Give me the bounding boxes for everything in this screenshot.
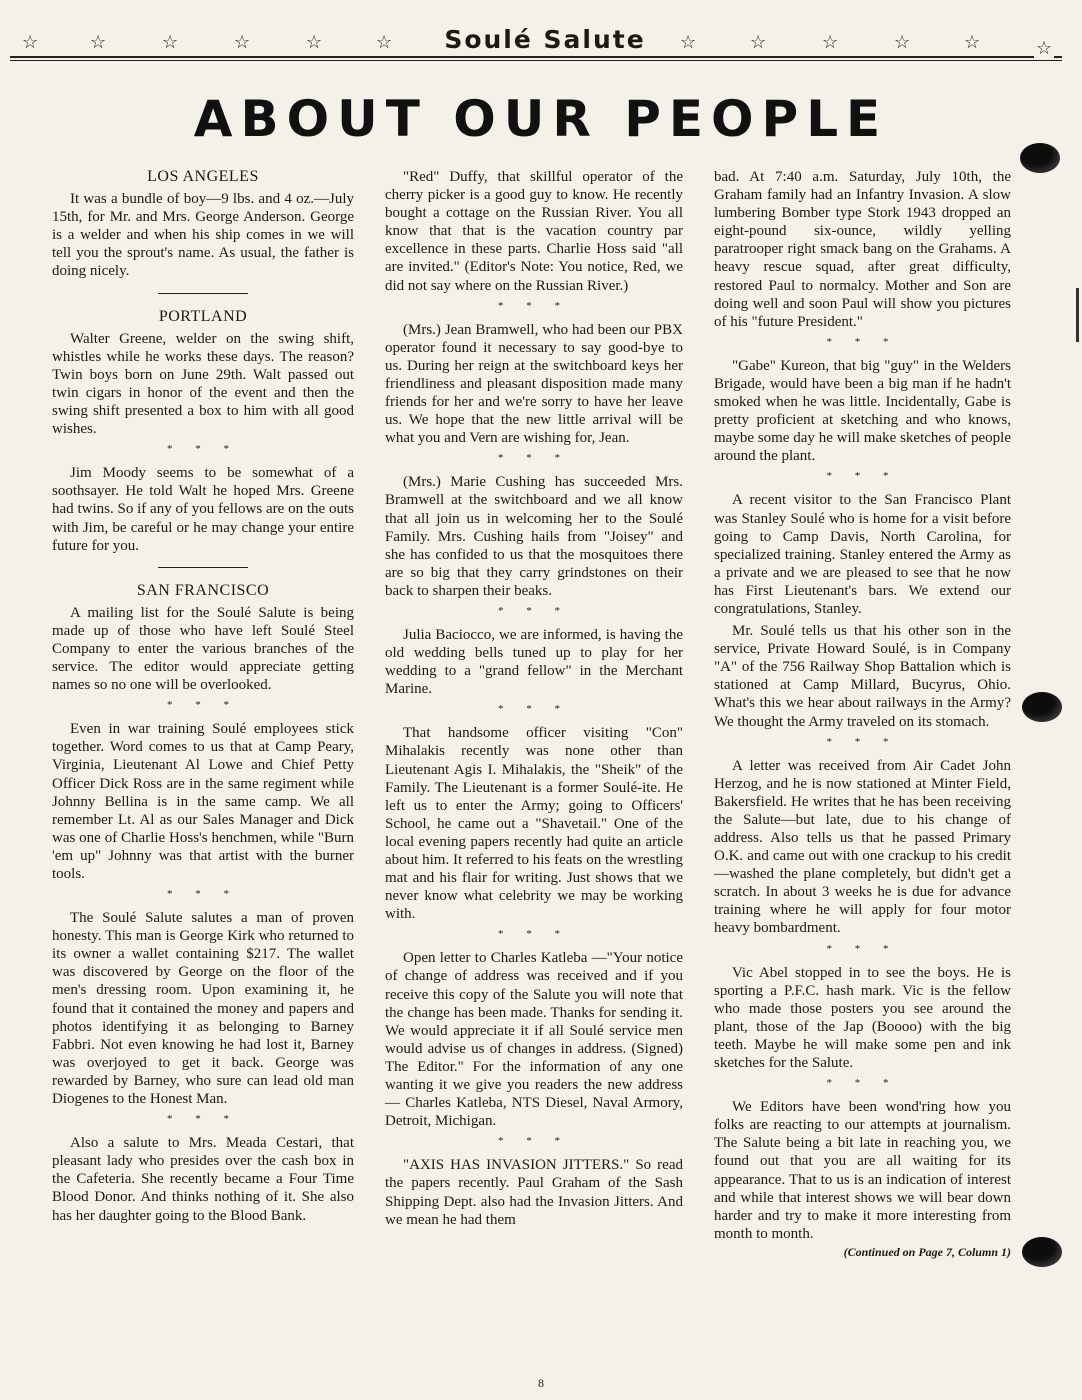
article-paragraph: (Mrs.) Jean Bramwell, who had been our PBX operator found it necessary to say good-bye to us. During her reign at the switchboard keys her friendliness and pleasant disposition made many friends for her and we're sorry to have her leave us. We hope that the new little arrival will be what you and Vern are wishing for, Jean. [385,321,683,447]
star-icon: ☆ [376,32,393,52]
column-2 [385,168,683,1233]
asterisk-divider: * * * [498,1135,570,1148]
star-icon: ☆ [1036,38,1053,58]
article-paragraph: Vic Abel stopped in to see the boys. He is sporting a P.F.C. hash mark. Vic is the fellow who made those posters you see around the plant, those of the Jap (Boooo) with the big teeth. Maybe he will make some pen and ink sketches for the Salute. [714,964,1011,1072]
article-paragraph: We Editors have been wond'ring how you folks are reacting to our attempts at journalism. The Salute being a bit late in reaching you, we found out that you are all waiting for its appearance. That to us is an indication of interest and while that interest shows we will bear down harder and try to make it more interesting from month to month. [714,1099,1011,1242]
article-paragraph: A mailing list for the Soulé Salute is being made up of those who have left Soulé Steel Company to enter the various branches of the service. The editor would appreciate getting names so no one will be overlooked. [52,604,354,694]
article-paragraph: Open letter to Charles Katleba —"Your notice of change of address was received and if you receive this copy of the Salute you will note that the change has been made. Thanks for sending it. We would appreciate it if all Soulé service men would advise us of changes in address. (Signed) The Editor." For the information of any one wanting it we give you readers the new address — Charles Katleba, NTS Diesel, Naval Armory, Detroit, Michigan. [385,950,683,1130]
asterisk-divider: * * * [826,335,899,348]
star-icon: ☆ [162,32,179,52]
asterisk-divider: * * * [167,699,239,712]
star-icon: ☆ [90,32,107,52]
section-heading-portland: PORTLAND [158,307,248,325]
star-icon: ☆ [964,32,981,52]
article-paragraph: "Gabe" Kureon, that big "guy" in the Welders Brigade, would have been a big man if he hadn't smoked when he was little. Incidentally, Gabe is pretty proficient at sketching and who knows, maybe some day he will make sketches of people around the plant. [714,357,1011,465]
asterisk-divider: * * * [167,443,239,456]
article-paragraph: That handsome officer visiting "Con" Mihalakis recently was none other than Lieutenant Agis I. Mihalakis, the "Sheik" of the Family. The Lieutenant is a former Soulé-ite. He left us to enter the Army; going to Officers' School, he came out a "Shavetail." One of the local evening papers recently had quite an article about him. It referred to his feats on the wrestling mat and his flair for writing. Just shows that we never know what celebrity we may be working with. [385,725,683,923]
column-1 [52,168,354,1229]
binder-hole-icon [1022,692,1062,722]
page-number: 8 [538,1376,544,1390]
article-paragraph: "Red" Duffy, that skillful operator of the cherry picker is a good guy to know. He recently bought a cottage on the Russian River. You all know that that is the vacation country par excellence in these parts. Charlie Hoss said "all are invited." (Editor's Note: You notice, Red, we did not say where on the Russian River.) [385,169,683,294]
section-divider [158,567,248,568]
star-icon: ☆ [750,32,767,52]
asterisk-divider: * * * [498,928,570,941]
column-3 [714,168,1011,1261]
section-divider [158,293,248,294]
star-icon: ☆ [680,32,697,52]
asterisk-divider: * * * [167,1113,239,1126]
star-icon: ☆ [22,32,39,52]
article-paragraph: Even in war training Soulé employees stick together. Word comes to us that at Camp Peary, Virginia, Lieutenant Al Lowe and Chief Petty Officer Dick Ross are in the same regiment while Johnny Bellina is in the same camp. We all remember Lt. Al as our Sales Manager and Dick was one of Charlie Hoss's henchmen, while "Burn 'em up" Johnny was that artist with the burner tools. [52,721,354,882]
star-icon: ☆ [234,32,251,52]
asterisk-divider: * * * [167,888,239,901]
asterisk-divider: * * * [498,299,570,312]
article-paragraph: A letter was received from Air Cadet John Herzog, and he is now stationed at Minter Field, Bakersfield. He writes that he has been receiving the Salute—but late, due to his change of address. Also tells us that he passed Primary O.K. and came out with one crackup to his credit—washed the plane completely, but didn't get a scratch. In about 3 weeks he is due for advance training where he will apply for four motor heavy bombardment. [714,757,1011,937]
asterisk-divider: * * * [498,604,570,617]
section-heading-los-angeles: LOS ANGELES [147,168,259,185]
asterisk-divider: * * * [826,735,899,748]
masthead-rule-thin [10,60,1062,61]
masthead [10,24,1062,66]
section-heading-san-francisco: SAN FRANCISCO [136,581,270,599]
article-paragraph: The Soulé Salute salutes a man of proven honesty. This man is George Kirk who returned to its owner a wallet containing $217. The wallet was discovered by George on the floor of the men's dressing room. Upon examining it, he found that it contained the money and papers and photos identifying it as belonging to Barney Fabbri. Not even knowing he had lost it, Barney was overjoyed to get it back. George was rewarded by Barney, who sure can lead old man Diogenes to the Honest Man. [52,910,354,1108]
binder-hole-icon [1020,143,1060,173]
asterisk-divider: * * * [498,452,570,465]
article-paragraph: Mr. Soulé tells us that his other son in the service, Private Howard Soulé, is in Company "A" of the 756 Railway Shop Battalion which is stationed at Camp Millard, Bucyrus, Ohio. What's this we hear about railways in the Army? We thought the Army traveled on its stomach. [714,623,1011,730]
article-paragraph: "AXIS HAS INVASION JITTERS." So read the papers recently. Paul Graham of the Sash Shipping Dept. also had the Invasion Jitters. And we mean he had them [385,1157,683,1228]
continued-note: (Continued on Page 7, Column 1) [843,1244,1011,1259]
star-icon: ☆ [894,32,911,52]
asterisk-divider: * * * [826,470,899,483]
article-paragraph: It was a bundle of boy—9 lbs. and 4 oz.—July 15th, for Mr. and Mrs. George Anderson. George is a welder and when his ship comes in we will tell you the sprout's name. As usual, the father is doing nicely. [52,191,354,280]
binder-hole-icon [1022,1237,1062,1267]
masthead-title: Soulé Salute [415,24,675,56]
article-paragraph: A recent visitor to the San Francisco Plant was Stanley Soulé who is home for a visit before going to Camp Davis, North Carolina, for specialized training. Stanley entered the Army as a private and we are pleased to see that he now has First Lieutenant's bars. We extend our congratulations, Stanley. [714,492,1011,617]
asterisk-divider: * * * [826,1077,899,1090]
article-paragraph: (Mrs.) Marie Cushing has succeeded Mrs. Bramwell at the switchboard and we all know that all join us in welcoming her to the Soulé Family. Mrs. Cushing hails from "Joisey" and she has confided to us that the mosquitoes there are so big that they carry grindstones on their back to sharpen their beaks. [385,474,683,599]
article-paragraph: bad. At 7:40 a.m. Saturday, July 10th, the Graham family had an Infantry Invasion. A slow lumbering Bomber type Stork 1943 dropped an eight-pound six-ounce, wildly yelling paratrooper right smack bang on the Grahams. A heavy rescue squad, after great difficulty, restored Paul to normalcy. Mother and Son are doing well and soon Paul will show you pictures of his "future President." [714,169,1011,330]
article-paragraph: Jim Moody seems to be somewhat of a soothsayer. He told Walt he hoped Mrs. Greene had twins. So if any of you fellows are on the outs with Jim, be careful or he may change your entire future for you. [52,465,354,554]
article-paragraph: Also a salute to Mrs. Meada Cestari, that pleasant lady who presides over the cash box in the Cafeteria. She recently became a Four Time Blood Donor. And thinks nothing of it. She also has her daughter going to the Blood Bank. [52,1135,354,1224]
asterisk-divider: * * * [498,703,570,716]
page-edge-mark [1076,288,1079,342]
asterisk-divider: * * * [826,942,899,955]
masthead-rule [10,56,1062,58]
star-icon: ☆ [306,32,323,52]
page-headline: ABOUT OUR PEOPLE [193,90,889,148]
article-paragraph: Walter Greene, welder on the swing shift, whistles while he works these days. The reason? Twin boys born on June 29th. Walt passed out twin cigars in honor of the event and then the swing shift presented a box to him with all good wishes. [52,330,354,438]
star-icon: ☆ [822,32,839,52]
article-paragraph: Julia Baciocco, we are informed, is having the old wedding bells tuned up to play for her wedding to a "grand fellow" in the Merchant Marine. [385,626,683,698]
